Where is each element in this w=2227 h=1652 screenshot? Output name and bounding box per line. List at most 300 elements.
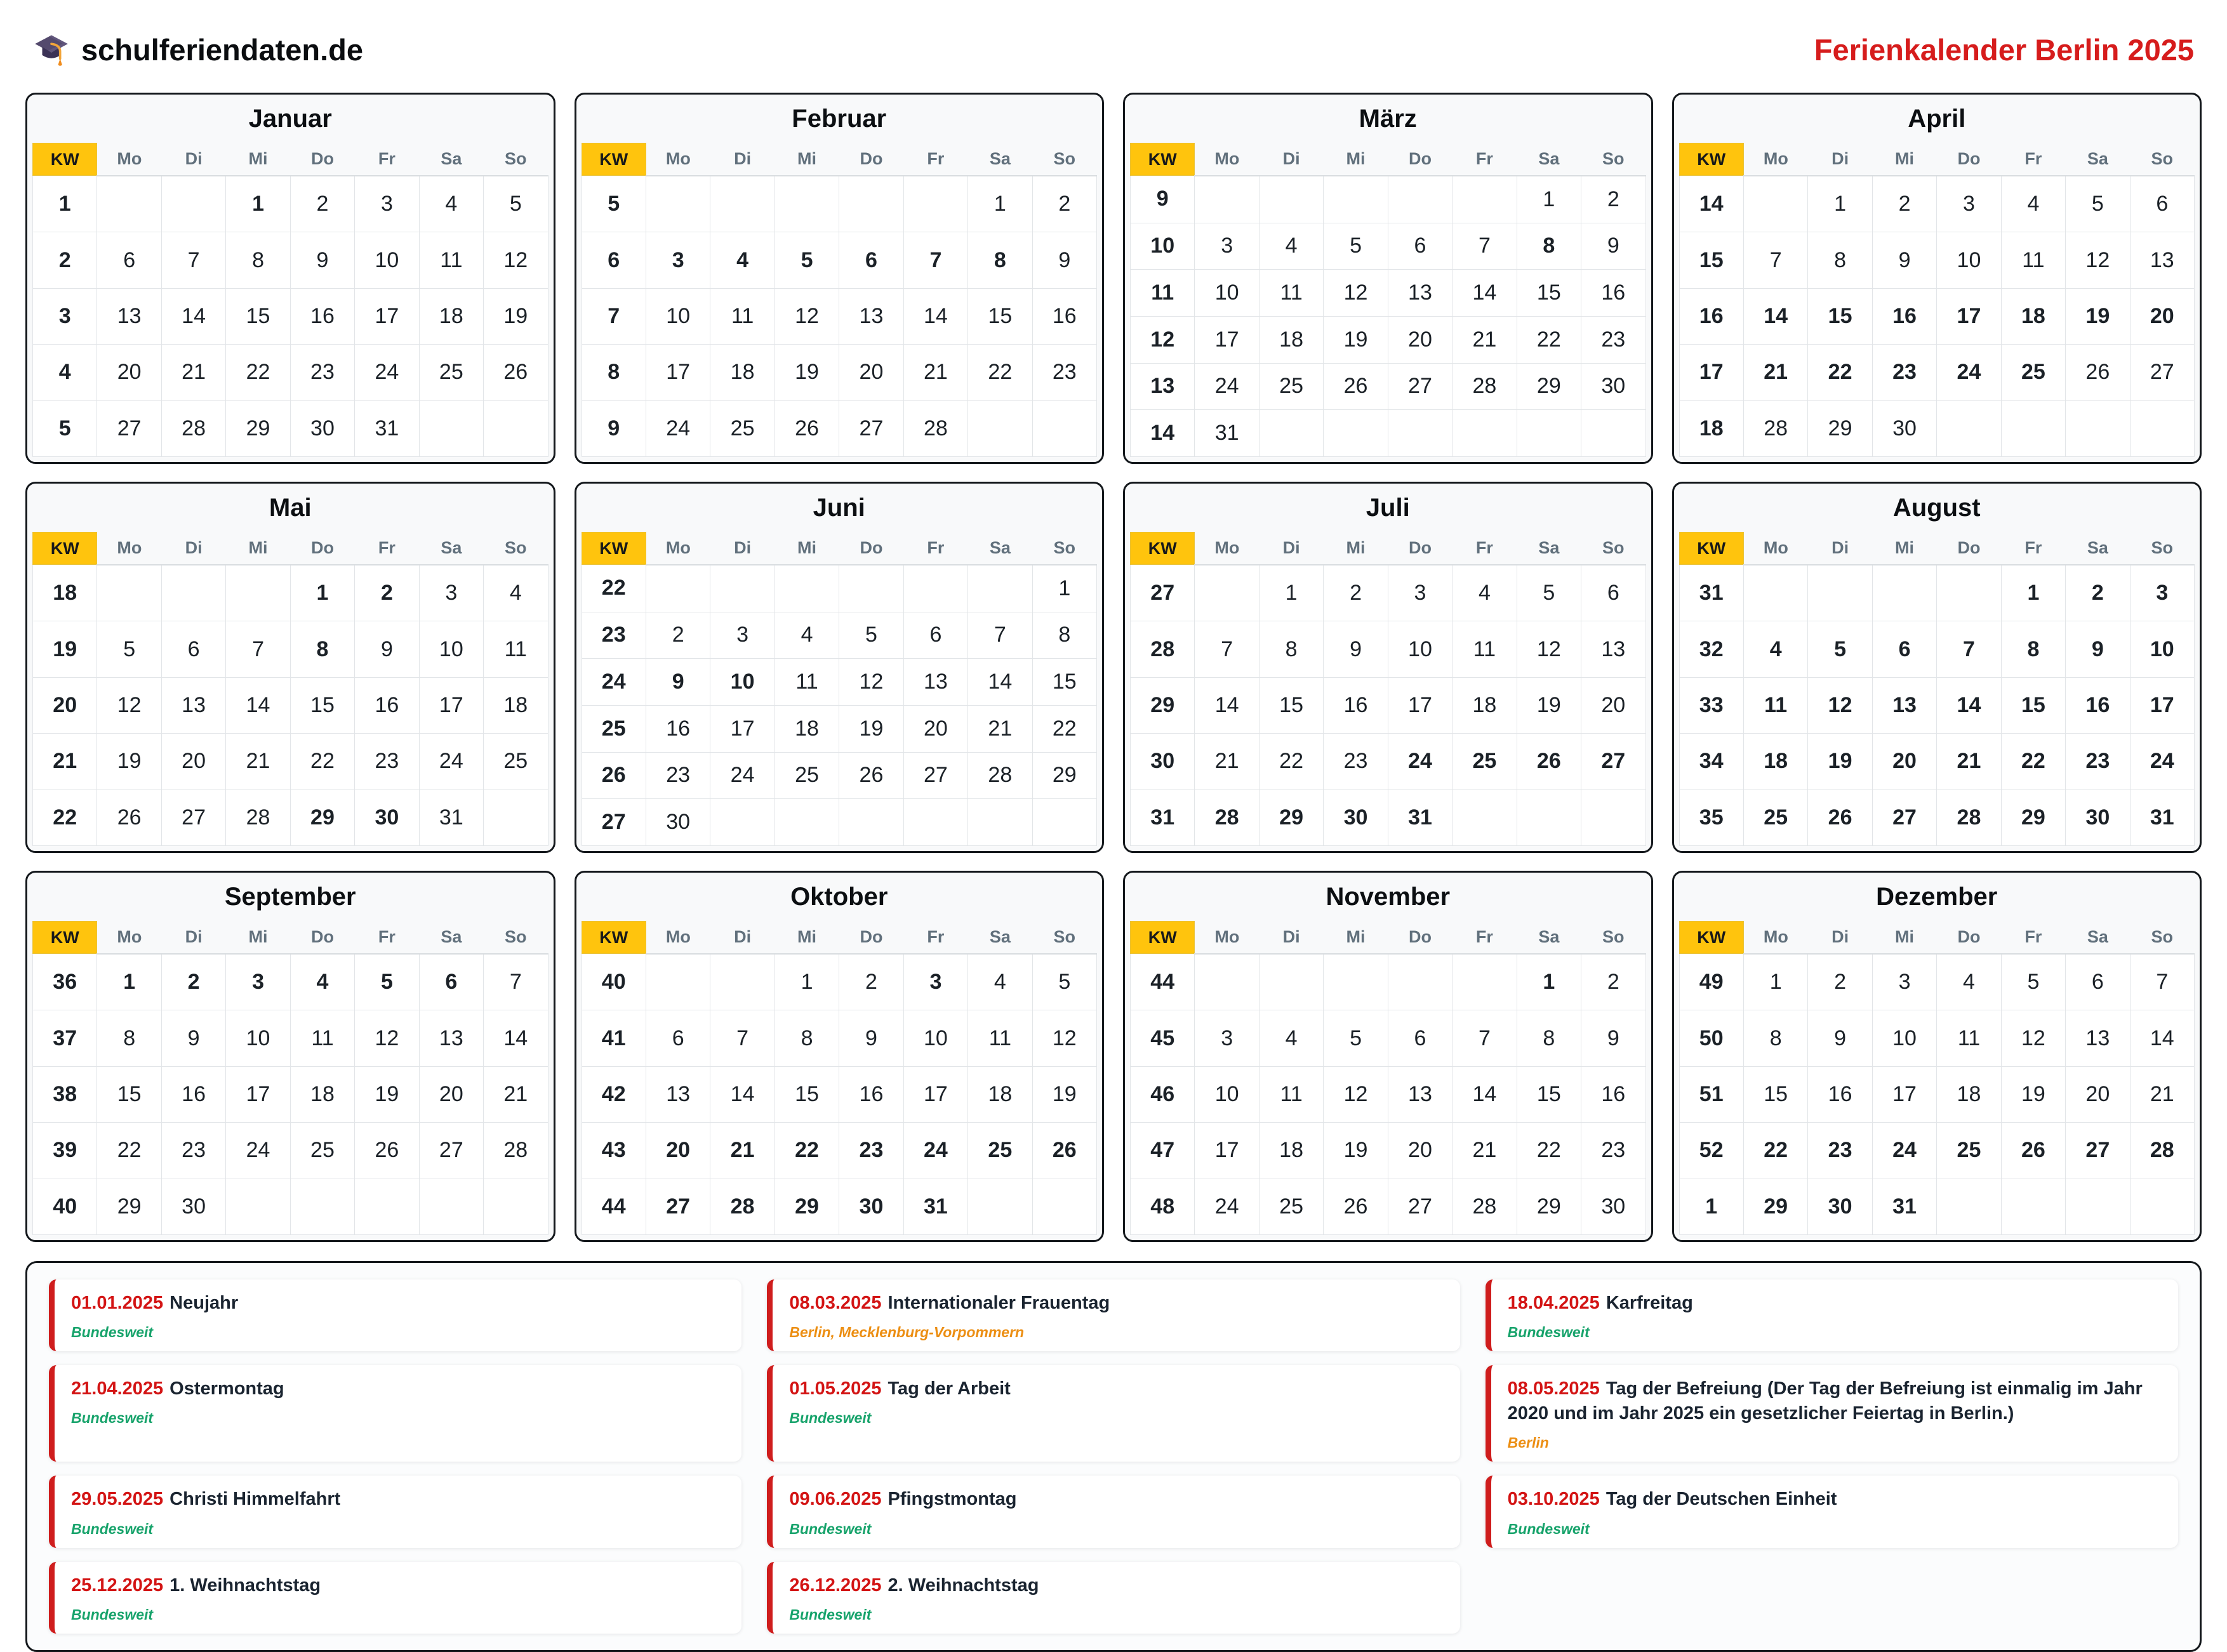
- holiday-legend-item: [49, 1279, 741, 1351]
- day-cell: 24: [903, 1123, 967, 1179]
- weekday-header-cell: Mo: [1743, 532, 1807, 565]
- weekday-header-cell: Do: [839, 922, 903, 954]
- day-cell: [1453, 790, 1517, 845]
- day-cell: [484, 790, 548, 845]
- day-cell: [839, 799, 903, 846]
- day-cell: 21: [1937, 734, 2001, 790]
- month-table: [582, 143, 1098, 457]
- week-row: [582, 799, 1097, 846]
- day-cell: 24: [226, 1123, 290, 1179]
- day-cell: 24: [710, 752, 774, 799]
- holiday-line: [71, 1377, 725, 1401]
- day-cell: [2001, 1179, 2065, 1234]
- weekday-header-cell: Mi: [1872, 143, 1936, 176]
- day-cell: 20: [646, 1123, 710, 1179]
- week-row: [1679, 734, 2195, 790]
- weekday-header-cell: Mi: [774, 532, 839, 565]
- day-cell: 31: [903, 1179, 967, 1234]
- day-cell: [161, 176, 225, 232]
- week-row: [582, 232, 1097, 288]
- day-cell: 6: [2130, 176, 2194, 232]
- month-table: [582, 532, 1098, 846]
- kw-cell: 15: [1679, 232, 1743, 288]
- day-cell: 29: [2001, 790, 2065, 845]
- kw-cell: 42: [582, 1066, 646, 1122]
- day-cell: 27: [97, 400, 161, 456]
- holiday-region: Bundesweit: [1507, 1520, 1590, 1537]
- day-cell: 27: [1872, 790, 1936, 845]
- day-cell: 15: [290, 677, 354, 733]
- day-cell: 22: [1032, 705, 1096, 752]
- page-title: Ferienkalender Berlin 2025: [1814, 32, 2194, 67]
- month-table-body: [33, 565, 548, 846]
- day-cell: 9: [2066, 621, 2130, 677]
- day-cell: [1195, 954, 1259, 1010]
- day-cell: 31: [1195, 410, 1259, 457]
- day-cell: 5: [2066, 176, 2130, 232]
- day-cell: 7: [903, 232, 967, 288]
- day-cell: 1: [1743, 954, 1807, 1010]
- kw-cell: 28: [1131, 621, 1195, 677]
- weekday-header-cell: Di: [710, 143, 774, 176]
- day-cell: [1259, 176, 1323, 223]
- day-cell: 29: [1517, 363, 1581, 410]
- day-cell: 5: [1324, 1010, 1388, 1066]
- day-cell: [646, 954, 710, 1010]
- week-row: [582, 752, 1097, 799]
- weekday-header-cell: Mo: [646, 532, 710, 565]
- day-cell: 16: [1581, 270, 1645, 317]
- day-cell: 11: [968, 1010, 1032, 1066]
- weekday-header-cell: Di: [161, 532, 225, 565]
- kw-cell: 4: [33, 345, 97, 400]
- holiday-legend: [25, 1261, 2202, 1652]
- week-row: [1131, 270, 1646, 317]
- month-table-body: [1131, 565, 1646, 846]
- day-cell: 25: [2001, 345, 2065, 400]
- day-cell: 13: [646, 1066, 710, 1122]
- holiday-region: Berlin: [1507, 1434, 1549, 1451]
- kw-header-cell: KW: [33, 532, 97, 565]
- kw-cell: 2: [33, 232, 97, 288]
- holiday-region: Bundesweit: [71, 1606, 154, 1623]
- day-cell: [1581, 410, 1645, 457]
- day-cell: 3: [710, 612, 774, 659]
- day-cell: [1937, 565, 2001, 621]
- day-cell: 11: [1937, 1010, 2001, 1066]
- week-row: [33, 677, 548, 733]
- holiday-name: Tag der Befreiung (Der Tag der Befreiung ist einmalig im Jahr 2020 und im Jahr 2025 ein gesetzlicher Feiertag in Berlin.): [1507, 1378, 2143, 1424]
- day-cell: 27: [2130, 345, 2194, 400]
- kw-cell: 30: [1131, 734, 1195, 790]
- weekday-header-cell: Do: [1388, 532, 1452, 565]
- day-cell: 8: [1808, 232, 1872, 288]
- week-row: [1679, 176, 2195, 232]
- day-cell: 11: [1259, 1066, 1323, 1122]
- day-cell: 12: [484, 232, 548, 288]
- day-cell: 10: [646, 288, 710, 344]
- holiday-legend-item: [1486, 1365, 2178, 1462]
- month-table-body: [1131, 176, 1646, 457]
- kw-cell: 29: [1131, 677, 1195, 733]
- day-cell: 6: [2066, 954, 2130, 1010]
- week-row: [1679, 954, 2195, 1010]
- day-cell: 19: [2001, 1066, 2065, 1122]
- day-cell: 17: [1195, 316, 1259, 363]
- weekday-header-cell: Mi: [1872, 532, 1936, 565]
- kw-cell: 36: [33, 954, 97, 1010]
- day-cell: 16: [1872, 288, 1936, 344]
- month-card: [25, 482, 555, 853]
- day-cell: 26: [1517, 734, 1581, 790]
- day-cell: 27: [419, 1123, 483, 1179]
- day-cell: 18: [1259, 316, 1323, 363]
- day-cell: [97, 565, 161, 621]
- day-cell: [1937, 1179, 2001, 1234]
- kw-cell: 9: [582, 400, 646, 456]
- day-cell: 20: [2130, 288, 2194, 344]
- day-cell: 14: [1743, 288, 1807, 344]
- day-cell: 8: [968, 232, 1032, 288]
- weekday-header-cell: Mi: [226, 532, 290, 565]
- day-cell: 14: [903, 288, 967, 344]
- kw-cell: 10: [1131, 223, 1195, 270]
- holiday-name: Karfreitag: [1605, 1293, 1693, 1313]
- day-cell: 4: [484, 565, 548, 621]
- holiday-name: Internationaler Frauentag: [887, 1293, 1110, 1313]
- week-row: [582, 176, 1097, 232]
- kw-cell: 22: [582, 565, 646, 612]
- day-cell: 20: [839, 345, 903, 400]
- day-cell: 7: [1743, 232, 1807, 288]
- day-cell: 28: [1453, 363, 1517, 410]
- weekday-header-cell: So: [2130, 143, 2194, 176]
- weekday-header-row: [1131, 143, 1646, 176]
- day-cell: 23: [646, 752, 710, 799]
- day-cell: 17: [419, 677, 483, 733]
- day-cell: 6: [1388, 1010, 1452, 1066]
- weekday-header-cell: Sa: [1517, 143, 1581, 176]
- kw-cell: 26: [582, 752, 646, 799]
- day-cell: 9: [1324, 621, 1388, 677]
- day-cell: 28: [1743, 400, 1807, 456]
- day-cell: [1388, 176, 1452, 223]
- holiday-legend-item: [49, 1365, 741, 1462]
- day-cell: [226, 1179, 290, 1234]
- weekday-header-cell: So: [484, 922, 548, 954]
- day-cell: 28: [2130, 1123, 2194, 1179]
- day-cell: 21: [1195, 734, 1259, 790]
- day-cell: 4: [2001, 176, 2065, 232]
- day-cell: 16: [290, 288, 354, 344]
- day-cell: 18: [290, 1066, 354, 1122]
- day-cell: 14: [1453, 270, 1517, 317]
- day-cell: 7: [1453, 1010, 1517, 1066]
- weekday-header-cell: Mi: [774, 143, 839, 176]
- holiday-date: 29.05.2025: [71, 1489, 164, 1510]
- week-row: [1679, 232, 2195, 288]
- week-row: [582, 400, 1097, 456]
- months-grid: [25, 93, 2202, 1242]
- day-cell: 15: [1259, 677, 1323, 733]
- kw-header-cell: KW: [1131, 922, 1195, 954]
- day-cell: 30: [290, 400, 354, 456]
- day-cell: 17: [355, 288, 419, 344]
- day-cell: 23: [1808, 1123, 1872, 1179]
- day-cell: 5: [1324, 223, 1388, 270]
- weekday-header-cell: Di: [161, 143, 225, 176]
- kw-cell: 8: [582, 345, 646, 400]
- week-row: [33, 565, 548, 621]
- day-cell: [710, 799, 774, 846]
- weekday-header-cell: So: [1032, 143, 1096, 176]
- month-card: [575, 871, 1105, 1242]
- kw-cell: 41: [582, 1010, 646, 1066]
- weekday-header-cell: Di: [1259, 143, 1323, 176]
- weekday-header-cell: Fr: [355, 922, 419, 954]
- day-cell: [2066, 1179, 2130, 1234]
- weekday-header-cell: Di: [1808, 143, 1872, 176]
- day-cell: 30: [646, 799, 710, 846]
- kw-header-cell: KW: [1131, 532, 1195, 565]
- weekday-header-cell: Sa: [968, 143, 1032, 176]
- day-cell: 23: [2066, 734, 2130, 790]
- day-cell: 27: [1388, 1179, 1452, 1234]
- day-cell: 9: [355, 621, 419, 677]
- day-cell: 21: [484, 1066, 548, 1122]
- day-cell: 10: [2130, 621, 2194, 677]
- day-cell: 24: [1937, 345, 2001, 400]
- kw-header-cell: KW: [582, 922, 646, 954]
- kw-cell: 25: [582, 705, 646, 752]
- kw-header-cell: KW: [582, 143, 646, 176]
- day-cell: 5: [355, 954, 419, 1010]
- day-cell: 27: [2066, 1123, 2130, 1179]
- day-cell: [1032, 400, 1096, 456]
- holiday-date: 25.12.2025: [71, 1575, 164, 1596]
- day-cell: 28: [1937, 790, 2001, 845]
- week-row: [582, 1010, 1097, 1066]
- day-cell: 13: [903, 659, 967, 706]
- day-cell: 1: [1259, 565, 1323, 621]
- day-cell: [1517, 790, 1581, 845]
- weekday-header-cell: Di: [1808, 922, 1872, 954]
- day-cell: 11: [419, 232, 483, 288]
- day-cell: 30: [1581, 1179, 1645, 1234]
- month-card: [1123, 93, 1653, 464]
- weekday-header-cell: Do: [290, 532, 354, 565]
- day-cell: 3: [903, 954, 967, 1010]
- holiday-region: Bundesweit: [1507, 1324, 1590, 1341]
- day-cell: 20: [161, 734, 225, 790]
- day-cell: [1324, 410, 1388, 457]
- day-cell: 28: [710, 1179, 774, 1234]
- day-cell: 17: [226, 1066, 290, 1122]
- day-cell: 26: [2001, 1123, 2065, 1179]
- kw-header-cell: KW: [1131, 143, 1195, 176]
- kw-cell: 19: [33, 621, 97, 677]
- day-cell: 11: [1453, 621, 1517, 677]
- day-cell: [1259, 954, 1323, 1010]
- day-cell: 4: [968, 954, 1032, 1010]
- week-row: [1131, 223, 1646, 270]
- week-row: [1679, 288, 2195, 344]
- day-cell: 10: [419, 621, 483, 677]
- day-cell: [774, 176, 839, 232]
- kw-cell: 14: [1679, 176, 1743, 232]
- day-cell: 8: [1259, 621, 1323, 677]
- month-card: [25, 93, 555, 464]
- day-cell: 4: [710, 232, 774, 288]
- day-cell: 14: [161, 288, 225, 344]
- day-cell: 15: [1808, 288, 1872, 344]
- day-cell: 28: [903, 400, 967, 456]
- day-cell: 22: [1517, 316, 1581, 363]
- site-logo[interactable]: [33, 31, 363, 68]
- day-cell: 29: [1032, 752, 1096, 799]
- day-cell: 21: [1453, 316, 1517, 363]
- month-table-body: [1679, 565, 2195, 846]
- weekday-header-cell: So: [2130, 532, 2194, 565]
- weekday-header-row: [1679, 143, 2195, 176]
- day-cell: 22: [968, 345, 1032, 400]
- day-cell: 23: [355, 734, 419, 790]
- kw-cell: 1: [33, 176, 97, 232]
- day-cell: 10: [1195, 270, 1259, 317]
- day-cell: 25: [290, 1123, 354, 1179]
- day-cell: 14: [2130, 1010, 2194, 1066]
- holiday-date: 21.04.2025: [71, 1378, 164, 1399]
- day-cell: 15: [97, 1066, 161, 1122]
- week-row: [33, 345, 548, 400]
- kw-header-cell: KW: [582, 532, 646, 565]
- kw-cell: 14: [1131, 410, 1195, 457]
- week-row: [582, 1066, 1097, 1122]
- month-table: [1130, 143, 1646, 457]
- holiday-line: [71, 1291, 725, 1316]
- day-cell: 2: [1872, 176, 1936, 232]
- kw-cell: 50: [1679, 1010, 1743, 1066]
- holiday-legend-item: [767, 1365, 1459, 1462]
- day-cell: 26: [97, 790, 161, 845]
- weekday-header-cell: Sa: [1517, 532, 1581, 565]
- day-cell: [968, 565, 1032, 612]
- month-title: Juni: [813, 493, 865, 522]
- month-title: Dezember: [1876, 882, 1998, 911]
- month-title: September: [224, 882, 356, 911]
- weekday-header-cell: Sa: [968, 922, 1032, 954]
- day-cell: 29: [1259, 790, 1323, 845]
- day-cell: 19: [1808, 734, 1872, 790]
- month-table-body: [33, 176, 548, 457]
- day-cell: 19: [1324, 316, 1388, 363]
- weekday-header-cell: Sa: [2066, 922, 2130, 954]
- weekday-header-cell: Mi: [1324, 532, 1388, 565]
- day-cell: 16: [355, 677, 419, 733]
- day-cell: [968, 1179, 1032, 1234]
- kw-header-cell: KW: [1679, 143, 1743, 176]
- weekday-header-cell: Fr: [1453, 922, 1517, 954]
- week-row: [582, 1179, 1097, 1234]
- day-cell: 8: [774, 1010, 839, 1066]
- day-cell: 14: [1937, 677, 2001, 733]
- day-cell: 7: [1195, 621, 1259, 677]
- day-cell: [646, 176, 710, 232]
- day-cell: 9: [646, 659, 710, 706]
- weekday-header-cell: Sa: [1517, 922, 1581, 954]
- kw-cell: 37: [33, 1010, 97, 1066]
- day-cell: 15: [1517, 1066, 1581, 1122]
- kw-cell: 27: [582, 799, 646, 846]
- day-cell: 3: [355, 176, 419, 232]
- weekday-header-cell: Mi: [226, 143, 290, 176]
- kw-cell: 13: [1131, 363, 1195, 410]
- month-card: [1672, 93, 2202, 464]
- day-cell: 4: [419, 176, 483, 232]
- day-cell: [646, 565, 710, 612]
- day-cell: 6: [1872, 621, 1936, 677]
- week-row: [582, 565, 1097, 612]
- month-table: [582, 921, 1098, 1235]
- day-cell: 24: [1872, 1123, 1936, 1179]
- day-cell: [1324, 954, 1388, 1010]
- day-cell: 23: [839, 1123, 903, 1179]
- day-cell: 11: [484, 621, 548, 677]
- weekday-header-cell: Sa: [2066, 532, 2130, 565]
- day-cell: 12: [1324, 1066, 1388, 1122]
- kw-header-cell: KW: [1679, 532, 1743, 565]
- day-cell: 14: [968, 659, 1032, 706]
- holiday-legend-item: [767, 1279, 1459, 1351]
- month-title: April: [1908, 104, 1966, 133]
- day-cell: 24: [2130, 734, 2194, 790]
- day-cell: [2066, 400, 2130, 456]
- day-cell: 4: [290, 954, 354, 1010]
- week-row: [1131, 1179, 1646, 1234]
- month-table-body: [582, 954, 1097, 1235]
- month-table: [1679, 143, 2195, 457]
- kw-cell: 52: [1679, 1123, 1743, 1179]
- day-cell: 2: [1581, 176, 1645, 223]
- day-cell: 16: [2066, 677, 2130, 733]
- week-row: [33, 288, 548, 344]
- day-cell: [161, 565, 225, 621]
- day-cell: 29: [1743, 1179, 1807, 1234]
- day-cell: 22: [1517, 1123, 1581, 1179]
- day-cell: [903, 176, 967, 232]
- weekday-header-row: [1679, 532, 2195, 565]
- weekday-header-cell: Mo: [1743, 922, 1807, 954]
- weekday-header-cell: Mo: [646, 922, 710, 954]
- weekday-header-cell: Mo: [1195, 922, 1259, 954]
- day-cell: [839, 565, 903, 612]
- day-cell: 24: [419, 734, 483, 790]
- day-cell: 23: [290, 345, 354, 400]
- month-title: Mai: [269, 493, 312, 522]
- day-cell: 18: [2001, 288, 2065, 344]
- weekday-header-cell: So: [2130, 922, 2194, 954]
- day-cell: 1: [1808, 176, 1872, 232]
- holiday-region: Bundesweit: [789, 1410, 872, 1427]
- day-cell: 6: [1581, 565, 1645, 621]
- day-cell: 27: [1388, 363, 1452, 410]
- day-cell: 8: [290, 621, 354, 677]
- month-card: [1123, 482, 1653, 853]
- day-cell: 20: [1581, 677, 1645, 733]
- day-cell: 18: [419, 288, 483, 344]
- day-cell: 15: [226, 288, 290, 344]
- holiday-date: 18.04.2025: [1507, 1293, 1600, 1313]
